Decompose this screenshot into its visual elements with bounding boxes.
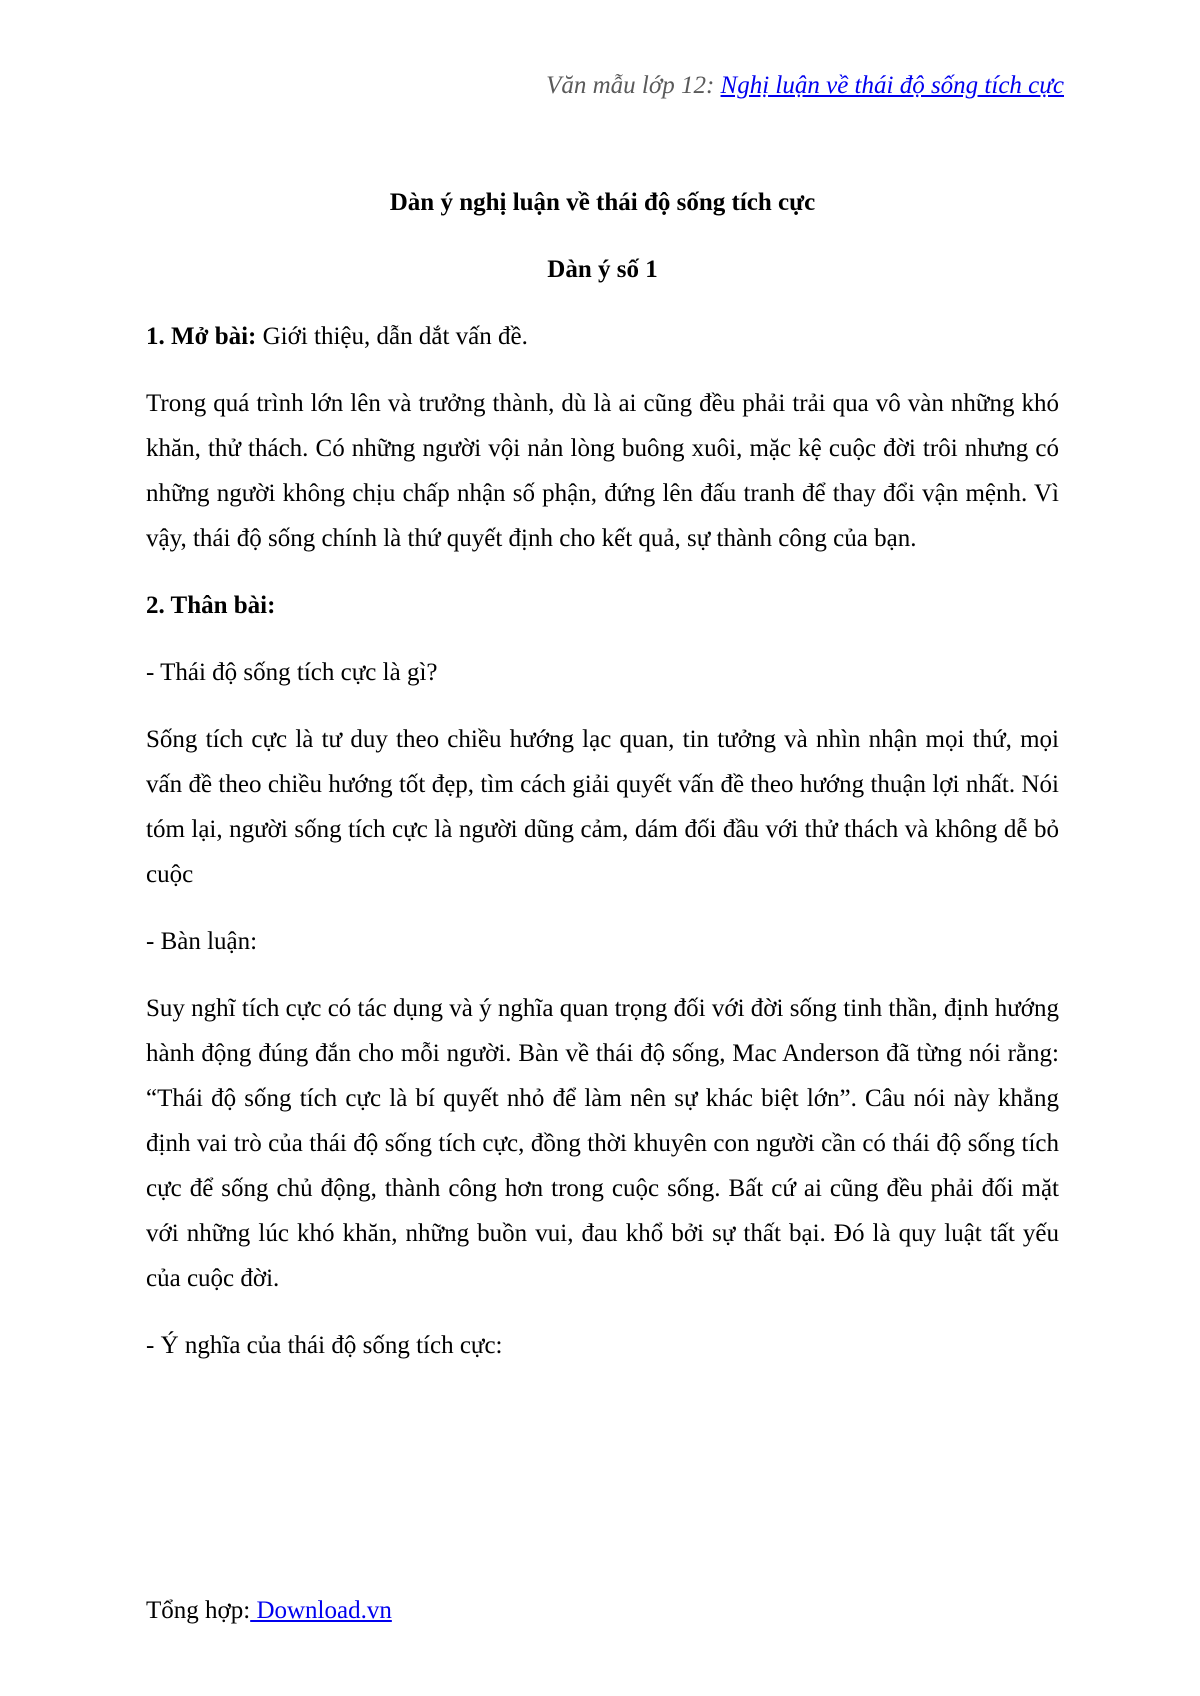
bullet-discussion: - Bàn luận:	[146, 928, 258, 955]
document-subtitle: Dàn ý số 1	[547, 256, 658, 283]
footer-prefix: Tổng hợp:	[146, 1597, 251, 1624]
document-title: Dàn ý nghị luận về thái độ sống tích cực	[389, 189, 816, 216]
page-header	[546, 72, 1064, 100]
bullet-definition: - Thái độ sống tích cực là gì?	[146, 659, 438, 686]
section2-heading: 2. Thân bài:	[146, 592, 276, 619]
section2-line	[146, 583, 1059, 628]
section1-text: Giới thiệu, dẫn dắt vấn đề.	[256, 323, 528, 350]
paragraph-definition: Sống tích cực là tư duy theo chiều hướng lạc quan, tin tưởng và nhìn nhận mọi thứ, mọi vấn đề theo chiều hướng tốt đẹp, tìm cách giải quyết vấn đề theo hướng thuận lợi nhất. Nói tóm lại, người sống tích cực là người dũng cảm, dám đối đầu với thử thách và không dễ bỏ cuộc	[146, 726, 1059, 888]
section1-heading: 1. Mở bài:	[146, 323, 257, 350]
header-link[interactable]: Nghị luận về thái độ sống tích cực	[720, 72, 1064, 99]
page-footer	[146, 1597, 392, 1625]
bullet-meaning: - Ý nghĩa của thái độ sống tích cực:	[146, 1332, 503, 1359]
footer-link[interactable]: Download.vn	[250, 1597, 392, 1624]
paragraph-intro: Trong quá trình lớn lên và trưởng thành, dù là ai cũng đều phải trải qua vô vàn những khó khăn, thử thách. Có những người vội nản lòng buông xuôi, mặc kệ cuộc đời trôi nhưng có những người không chịu chấp nhận số phận, đứng lên đấu tranh để thay đổi vận mệnh. Vì vậy, thái độ sống chính là thứ quyết định cho kết quả, sự thành công của bạn.	[146, 390, 1059, 552]
paragraph-discussion: Suy nghĩ tích cực có tác dụng và ý nghĩa quan trọng đối với đời sống tinh thần, định hướng hành động đúng đắn cho mỗi người. Bàn về thái độ sống, Mac Anderson đã từng nói rằng: “Thái độ sống tích cực là bí quyết nhỏ để làm nên sự khác biệt lớn”. Câu nói này khẳng định vai trò của thái độ sống tích cực, đồng thời khuyên con người cần có thái độ sống tích cực để sống chủ động, thành công hơn trong cuộc sống. Bất cứ ai cũng đều phải đối mặt với những lúc khó khăn, những buồn vui, đau khổ bởi sự thất bại. Đó là quy luật tất yếu của cuộc đời.	[146, 995, 1059, 1292]
section1-line	[146, 314, 1059, 359]
document-body	[146, 180, 1059, 1368]
header-prefix: Văn mẫu lớp 12:	[546, 72, 721, 99]
